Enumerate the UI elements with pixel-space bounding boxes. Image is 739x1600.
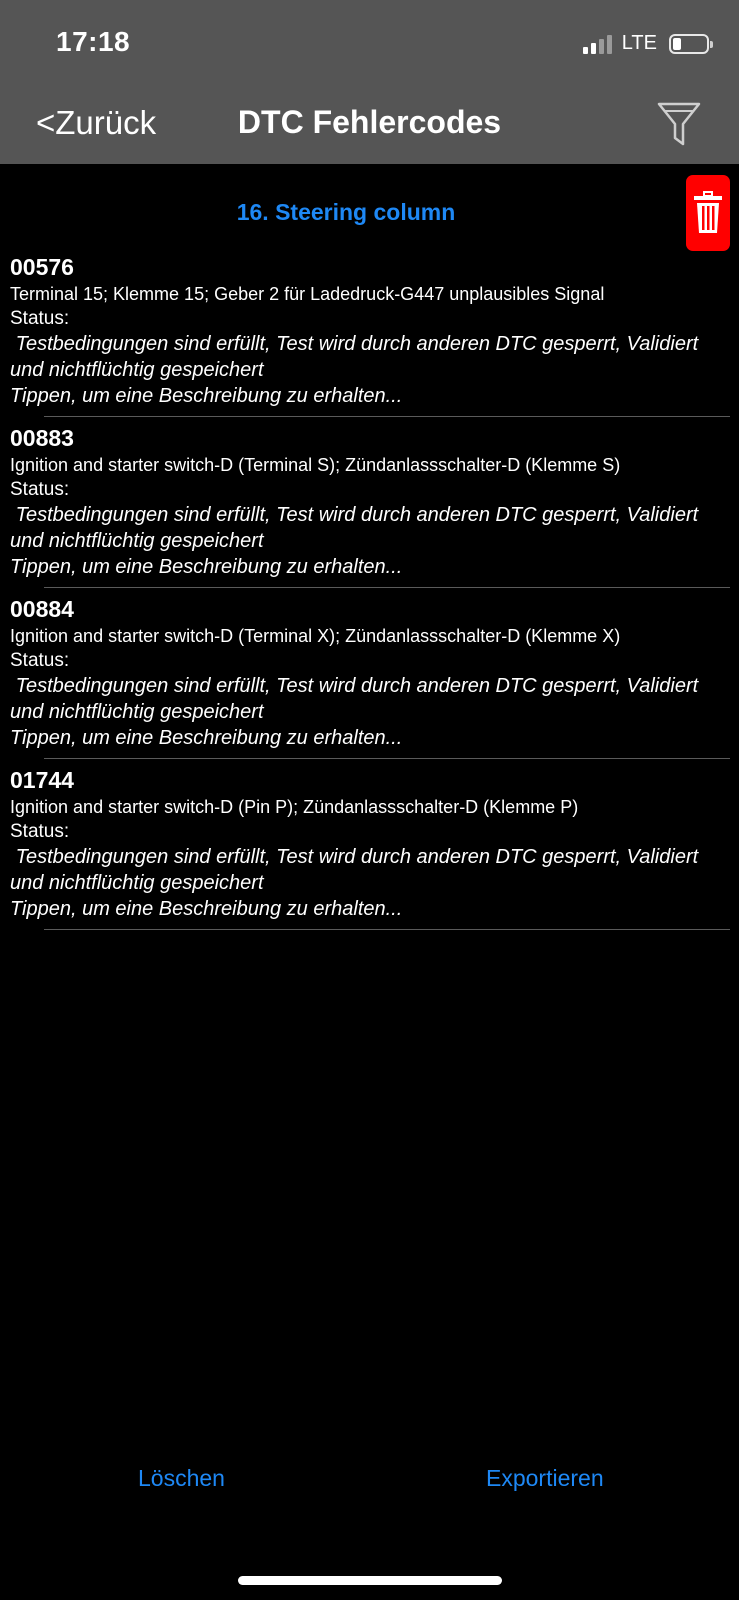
dtc-status-text: Testbedingungen sind erfüllt, Test wird durch anderen DTC gesperrt, Validiert und nichtflüchtig gespeichert <box>10 504 704 552</box>
dtc-status-label: Status: <box>10 821 70 842</box>
filter-button[interactable] <box>656 100 702 148</box>
dtc-status-text: Testbedingungen sind erfüllt, Test wird durch anderen DTC gesperrt, Validiert und nichtflüchtig gespeichert <box>10 846 704 894</box>
cellular-signal-icon <box>583 34 612 54</box>
delete-button[interactable] <box>686 175 730 251</box>
status-indicators <box>583 32 709 55</box>
dtc-item[interactable] <box>0 594 739 759</box>
battery-icon <box>669 34 709 54</box>
dtc-status-text: Testbedingungen sind erfüllt, Test wird durch anderen DTC gesperrt, Validiert und nichtflüchtig gespeichert <box>10 333 704 381</box>
dtc-item[interactable] <box>0 423 739 588</box>
dtc-item[interactable] <box>0 252 739 417</box>
dtc-item[interactable] <box>0 765 739 930</box>
dtc-code: 01744 <box>10 767 74 793</box>
dtc-list <box>0 252 739 930</box>
dtc-description: Ignition and starter switch-D (Pin P); Zündanlassschalter-D (Klemme P) <box>10 797 579 817</box>
status-time: 17:18 <box>56 26 131 57</box>
dtc-description: Ignition and starter switch-D (Terminal X); Zündanlassschalter-D (Klemme X) <box>10 626 621 646</box>
divider <box>44 416 730 417</box>
dtc-description: Ignition and starter switch-D (Terminal S); Zündanlassschalter-D (Klemme S) <box>10 455 621 475</box>
dtc-description: Terminal 15; Klemme 15; Geber 2 für Ladedruck-G447 unplausibles Signal <box>10 284 605 304</box>
divider <box>44 587 730 588</box>
back-button[interactable]: <Zurück <box>36 104 157 141</box>
dtc-code: 00884 <box>10 596 74 622</box>
trash-icon <box>693 191 723 235</box>
divider <box>44 758 730 759</box>
dtc-hint: Tippen, um eine Beschreibung zu erhalten... <box>10 727 403 749</box>
delete-codes-button[interactable]: Löschen <box>138 1465 225 1491</box>
export-button[interactable]: Exportieren <box>486 1465 604 1491</box>
dtc-hint: Tippen, um eine Beschreibung zu erhalten... <box>10 898 403 920</box>
page-title: DTC Fehlercodes <box>237 104 502 140</box>
network-type: LTE <box>621 32 657 54</box>
filter-funnel-icon <box>656 100 702 148</box>
section-title: 16. Steering column <box>236 199 456 225</box>
dtc-code: 00576 <box>10 254 74 280</box>
dtc-hint: Tippen, um eine Beschreibung zu erhalten... <box>10 385 403 407</box>
top-bar <box>0 0 739 164</box>
dtc-status-label: Status: <box>10 479 70 500</box>
dtc-status-label: Status: <box>10 650 70 671</box>
dtc-status-label: Status: <box>10 308 70 329</box>
home-indicator[interactable] <box>238 1576 502 1585</box>
dtc-status-text: Testbedingungen sind erfüllt, Test wird durch anderen DTC gesperrt, Validiert und nichtflüchtig gespeichert <box>10 675 704 723</box>
dtc-code: 00883 <box>10 425 74 451</box>
dtc-hint: Tippen, um eine Beschreibung zu erhalten... <box>10 556 403 578</box>
divider <box>44 929 730 930</box>
